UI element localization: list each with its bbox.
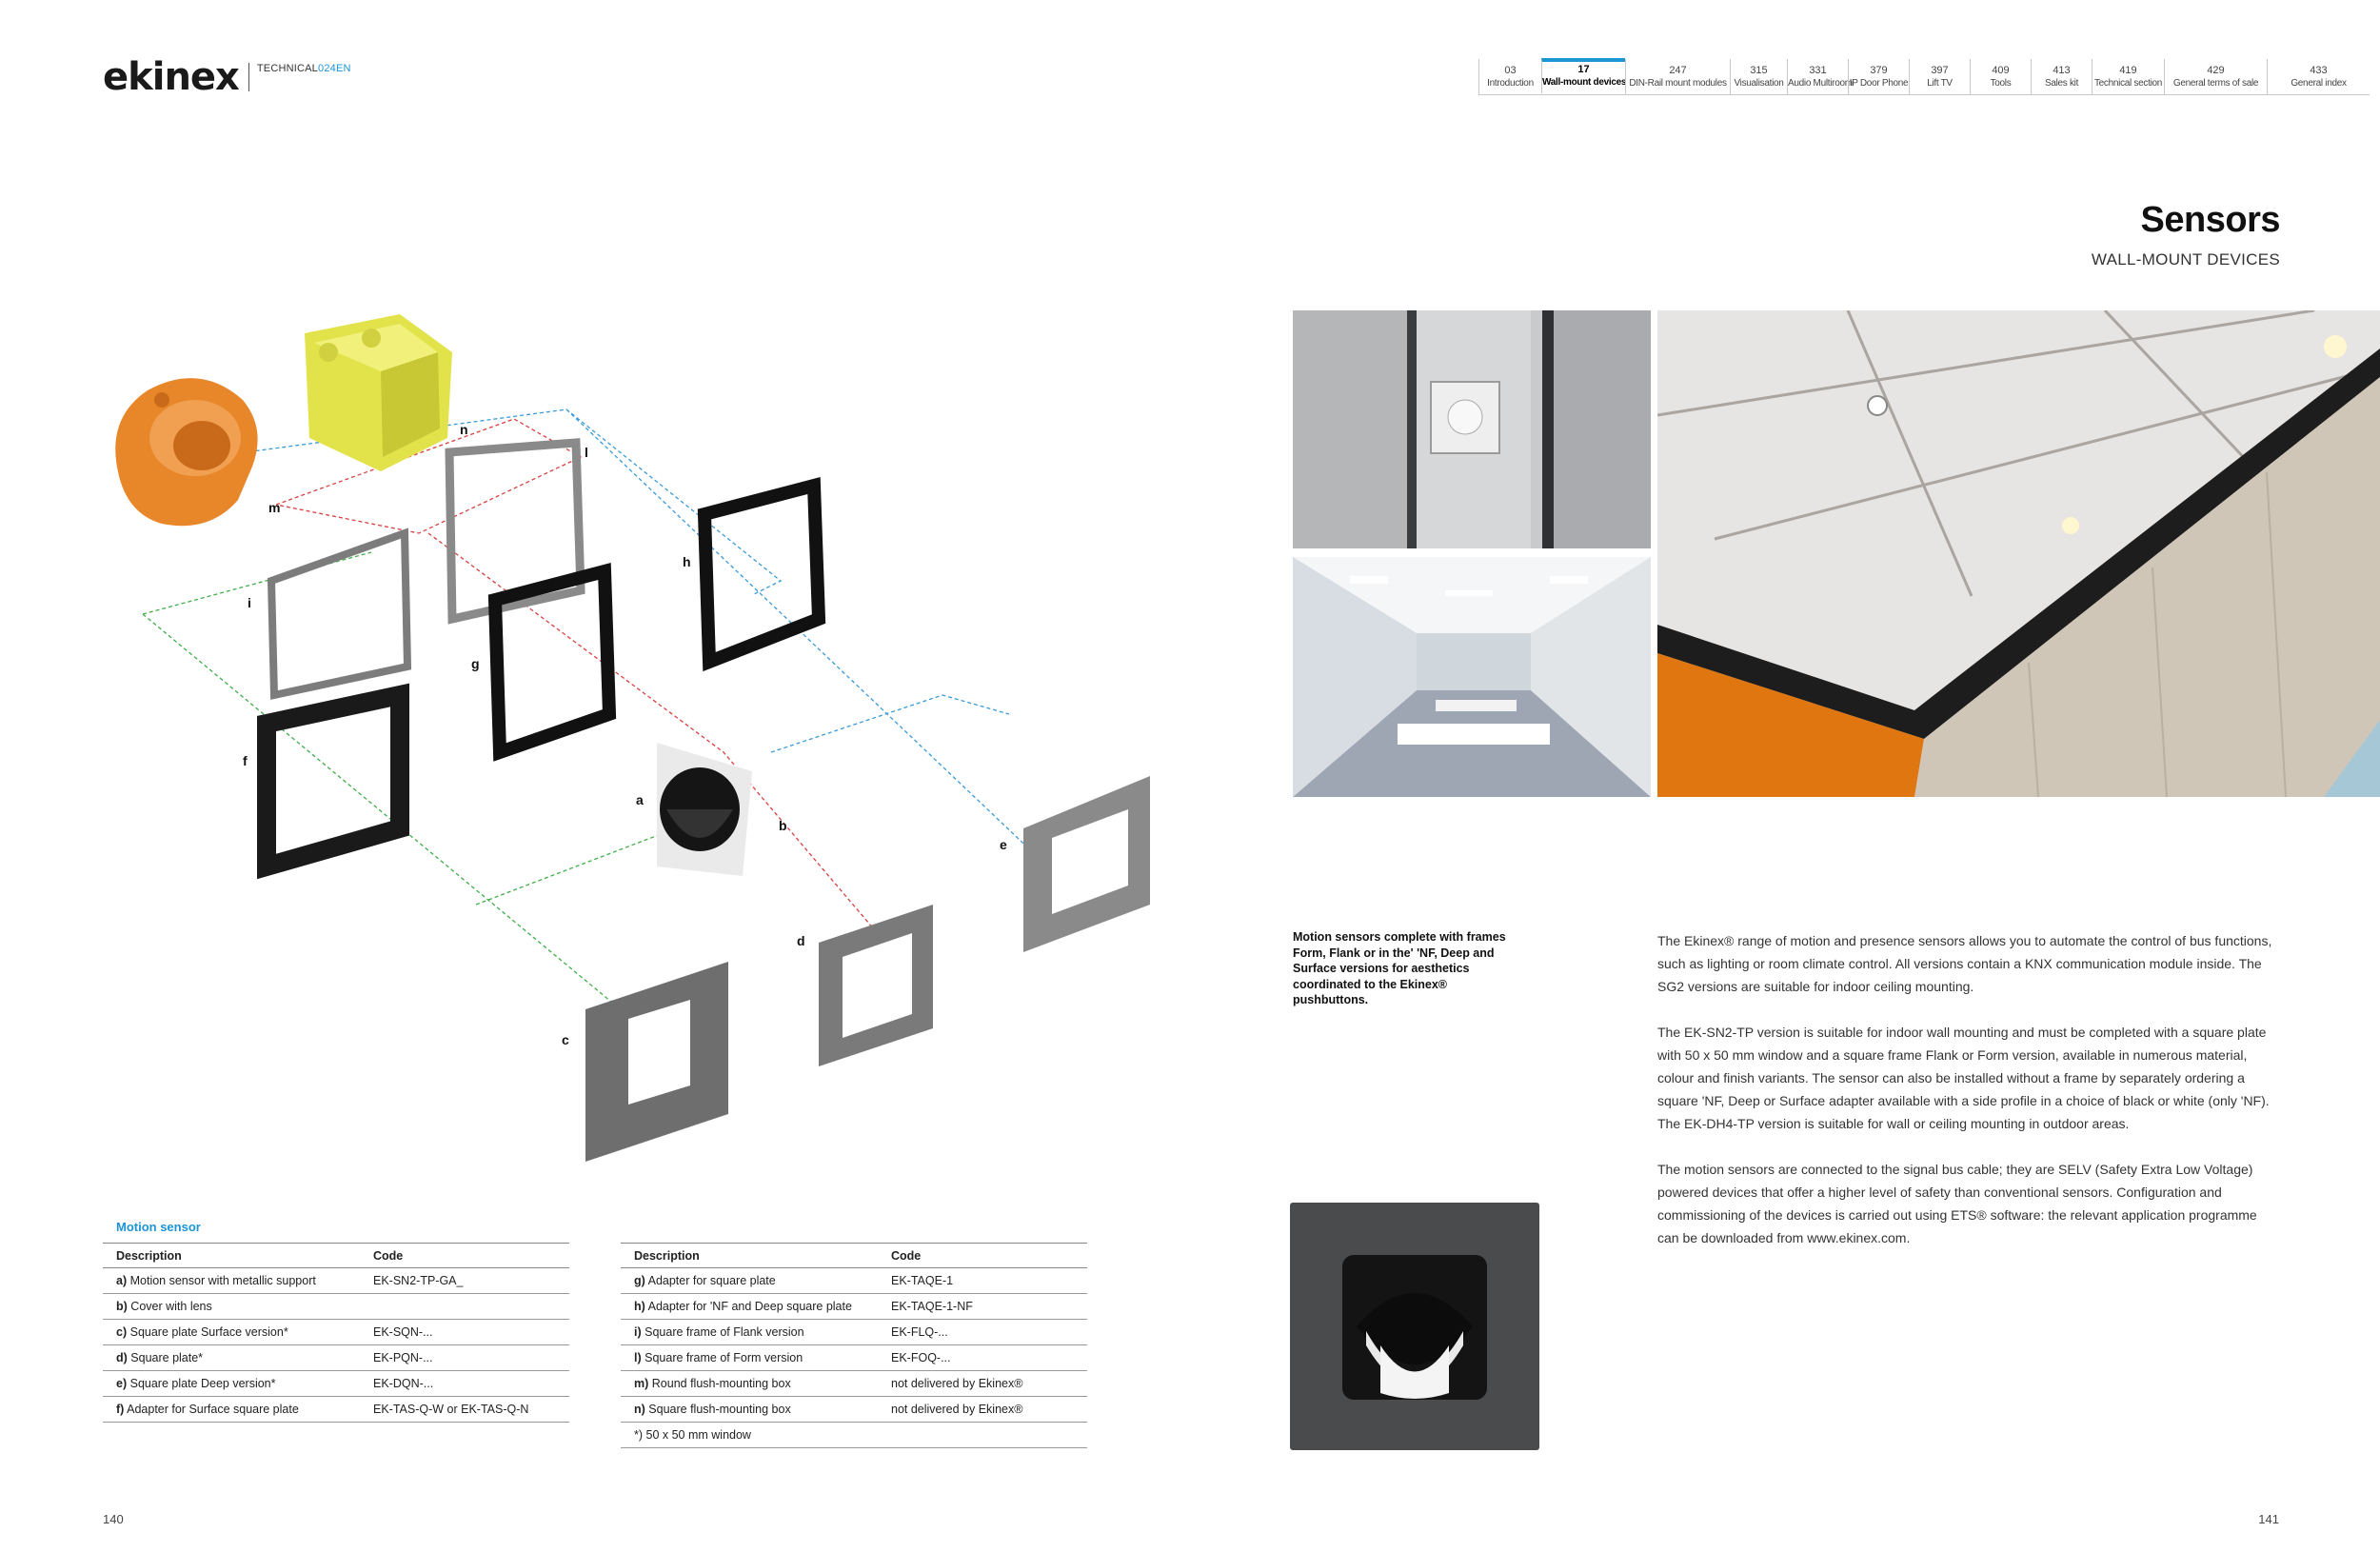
description-cell bbox=[621, 1294, 878, 1320]
description-cell bbox=[103, 1345, 360, 1371]
paragraph: The EK-SN2-TP version is suitable for indoor wall mounting and must be completed with a square plate with 50 x 50 mm window and a square frame Flank or Form version, available in numerous material, colour and finish variants. The sensor can also be installed without a frame by separately ordering a square 'NF, Deep or Surface adapter available with a side profile in a choice of black or white (only 'NF). The EK-DH4-TP version is suitable for wall or ceiling mounting in outdoor areas. bbox=[1657, 1025, 2270, 1131]
label-e: e bbox=[1000, 837, 1007, 852]
item-description: Square plate* bbox=[130, 1351, 204, 1364]
tagline-prefix: TECHNICAL bbox=[256, 63, 319, 74]
tab-page-number: 433 bbox=[2310, 65, 2328, 76]
brand-tagline bbox=[257, 63, 351, 74]
tab-audio-multiroom[interactable] bbox=[1787, 59, 1853, 94]
item-description: Adapter for square plate bbox=[647, 1274, 776, 1287]
tab-lift-tv[interactable] bbox=[1909, 59, 1970, 94]
deep-adapter-part bbox=[704, 486, 819, 662]
table-row bbox=[103, 1320, 569, 1345]
spec-table-right bbox=[621, 1243, 1087, 1448]
table-row bbox=[621, 1397, 1087, 1423]
table-row bbox=[621, 1371, 1087, 1397]
tab-tools[interactable] bbox=[1970, 59, 2031, 94]
label-i: i bbox=[248, 595, 251, 610]
footnote: *) 50 x 50 mm window bbox=[621, 1423, 1087, 1448]
code-cell: EK-SQN-... bbox=[360, 1320, 569, 1345]
code-cell: EK-SN2-TP-GA_ bbox=[360, 1268, 569, 1294]
table-row bbox=[621, 1268, 1087, 1294]
description-cell bbox=[103, 1371, 360, 1397]
label-h: h bbox=[683, 554, 691, 569]
section-tabs bbox=[1478, 59, 2370, 95]
deep-plate-part bbox=[1023, 776, 1150, 952]
tab-ip-door-phone[interactable] bbox=[1848, 59, 1909, 94]
code-cell: not delivered by Ekinex® bbox=[878, 1371, 1087, 1397]
item-description: Square plate Deep version* bbox=[129, 1377, 276, 1390]
item-key: n) bbox=[634, 1403, 645, 1416]
item-description: Adapter for 'NF and Deep square plate bbox=[647, 1300, 852, 1313]
paragraph: The Ekinex® range of motion and presence sensors allows you to automate the control of bus functions, such as lighting or room climate control. All versions contain a KNX communication module inside. The SG2 versions are suitable for indoor ceiling mounting. bbox=[1657, 933, 2272, 994]
label-m: m bbox=[268, 500, 281, 515]
tab-general-terms-of-sale[interactable] bbox=[2164, 59, 2267, 94]
table-row bbox=[103, 1371, 569, 1397]
column-header: Description bbox=[621, 1244, 878, 1268]
description-cell bbox=[103, 1397, 360, 1423]
description-cell bbox=[621, 1345, 878, 1371]
label-a: a bbox=[636, 792, 644, 807]
table-title: Motion sensor bbox=[116, 1220, 201, 1234]
tab-page-number: 247 bbox=[1669, 65, 1687, 76]
item-key: e) bbox=[116, 1377, 128, 1390]
description-text bbox=[1657, 929, 2281, 1272]
tab-label: Introduction bbox=[1487, 78, 1534, 89]
column-header: Code bbox=[360, 1244, 569, 1268]
label-g: g bbox=[471, 656, 480, 671]
tab-label: General index bbox=[2291, 78, 2347, 89]
column-header: Description bbox=[103, 1244, 360, 1268]
label-l: l bbox=[585, 445, 588, 460]
code-cell: EK-PQN-... bbox=[360, 1345, 569, 1371]
description-cell bbox=[621, 1268, 878, 1294]
tab-page-number: 419 bbox=[2119, 65, 2137, 76]
tab-page-number: 429 bbox=[2207, 65, 2225, 76]
table-header-row bbox=[621, 1244, 1087, 1268]
description-cell bbox=[621, 1320, 878, 1345]
brand bbox=[103, 55, 351, 99]
tab-label: IP Door Phone bbox=[1849, 78, 1909, 89]
tab-page-number: 409 bbox=[1992, 65, 2010, 76]
tab-sales-kit[interactable] bbox=[2031, 59, 2092, 94]
code-cell: EK-DQN-... bbox=[360, 1371, 569, 1397]
tab-label: Wall-mount devices bbox=[1542, 77, 1627, 88]
label-d: d bbox=[797, 933, 805, 948]
code-cell: EK-TAS-Q-W or EK-TAS-Q-N bbox=[360, 1397, 569, 1423]
page-number-left: 140 bbox=[103, 1512, 124, 1526]
item-description: Cover with lens bbox=[130, 1300, 212, 1313]
tab-page-number: 17 bbox=[1577, 64, 1590, 75]
tab-introduction[interactable] bbox=[1478, 59, 1541, 94]
description-cell bbox=[621, 1371, 878, 1397]
label-f: f bbox=[243, 753, 248, 768]
label-b: b bbox=[779, 818, 787, 833]
motion-sensor-part bbox=[657, 743, 752, 876]
code-cell: not delivered by Ekinex® bbox=[878, 1397, 1087, 1423]
brand-divider bbox=[248, 63, 249, 91]
item-key: d) bbox=[116, 1351, 128, 1364]
item-description: Motion sensor with metallic support bbox=[129, 1274, 316, 1287]
brand-logo: ekinex bbox=[103, 55, 239, 99]
tab-label: Audio Multiroom bbox=[1788, 78, 1853, 89]
item-description: Round flush-mounting box bbox=[651, 1377, 791, 1390]
page-title: Sensors bbox=[2140, 200, 2280, 240]
tab-page-number: 315 bbox=[1750, 65, 1768, 76]
tagline-edition: 024EN bbox=[318, 63, 351, 74]
description-cell bbox=[103, 1320, 360, 1345]
table-row bbox=[103, 1294, 569, 1320]
column-header: Code bbox=[878, 1244, 1087, 1268]
photo-office-meeting-room bbox=[1293, 557, 1651, 797]
description-cell bbox=[103, 1294, 360, 1320]
photo-sensor-product bbox=[1290, 1203, 1539, 1454]
tab-label: Technical section bbox=[2093, 78, 2163, 89]
page-subtitle: WALL-MOUNT DEVICES bbox=[2091, 250, 2280, 269]
label-c: c bbox=[562, 1032, 569, 1047]
tab-general-index[interactable] bbox=[2267, 59, 2370, 94]
flank-frame-part bbox=[271, 533, 407, 695]
surface-plate-part bbox=[585, 962, 728, 1162]
tab-page-number: 413 bbox=[2053, 65, 2071, 76]
item-key: h) bbox=[634, 1300, 645, 1313]
page-number-right: 141 bbox=[2258, 1512, 2279, 1526]
photo-ceiling-sensor bbox=[1657, 310, 2380, 797]
item-description: Square plate Surface version* bbox=[129, 1325, 288, 1339]
table-row bbox=[103, 1268, 569, 1294]
tab-label: DIN-Rail mount modules bbox=[1629, 78, 1727, 89]
item-key: b) bbox=[116, 1300, 128, 1313]
tab-din-rail-mount-modules[interactable] bbox=[1625, 59, 1730, 94]
item-key: i) bbox=[634, 1325, 642, 1339]
description-cell bbox=[103, 1268, 360, 1294]
paragraph: The motion sensors are connected to the signal bus cable; they are SELV (Safety Extra Low Voltage) powered devices that offer a higher level of safety than conventional sensors. Configuration and commissioning of the devices is carried out using ETS® software: the relevant application programme can be downloaded from www.ekinex.com. bbox=[1657, 1162, 2257, 1245]
table-row bbox=[621, 1345, 1087, 1371]
square-plate-part bbox=[819, 905, 933, 1066]
item-key: a) bbox=[116, 1274, 128, 1287]
photo-sensor-on-wall bbox=[1293, 310, 1651, 548]
item-key: m) bbox=[634, 1377, 649, 1390]
code-cell: EK-FLQ-... bbox=[878, 1320, 1087, 1345]
table-row bbox=[621, 1294, 1087, 1320]
item-description: Square flush-mounting box bbox=[648, 1403, 791, 1416]
item-key: g) bbox=[634, 1274, 645, 1287]
code-cell: EK-TAQE-1 bbox=[878, 1268, 1087, 1294]
code-cell: EK-FOQ-... bbox=[878, 1345, 1087, 1371]
tab-page-number: 379 bbox=[1870, 65, 1888, 76]
tab-page-number: 331 bbox=[1809, 65, 1827, 76]
tab-label: Sales kit bbox=[2044, 78, 2079, 89]
item-key: l) bbox=[634, 1351, 642, 1364]
code-cell bbox=[360, 1294, 569, 1320]
code-cell: EK-TAQE-1-NF bbox=[878, 1294, 1087, 1320]
tab-label: Lift TV bbox=[1927, 78, 1953, 89]
exploded-assembly-diagram bbox=[95, 295, 1171, 1171]
item-description: Square frame of Form version bbox=[645, 1351, 803, 1364]
description-cell bbox=[621, 1397, 878, 1423]
table-row bbox=[103, 1397, 569, 1423]
round-box-part bbox=[115, 378, 257, 526]
guide-line-blue bbox=[209, 409, 1038, 857]
table-row bbox=[103, 1345, 569, 1371]
tab-label: Visualisation bbox=[1734, 78, 1784, 89]
tab-technical-section[interactable] bbox=[2092, 59, 2164, 94]
footnote-row bbox=[621, 1423, 1087, 1448]
item-description: Adapter for Surface square plate bbox=[127, 1403, 299, 1416]
item-key: f) bbox=[116, 1403, 125, 1416]
table-row bbox=[621, 1320, 1087, 1345]
surface-adapter-part bbox=[267, 695, 400, 866]
tab-label: Tools bbox=[1990, 78, 2012, 89]
square-box-part bbox=[305, 314, 452, 471]
spec-table-left bbox=[103, 1243, 569, 1423]
tab-label: General terms of sale bbox=[2172, 78, 2259, 89]
photo-caption: Motion sensors complete with frames Form, Flank or in the' 'NF, Deep and Surface versions for aesthetics coordinated to the Ekinex® pushbuttons. bbox=[1293, 930, 1506, 1006]
tab-wall-mount-devices[interactable] bbox=[1541, 58, 1625, 93]
label-n: n bbox=[460, 422, 468, 437]
tab-page-number: 03 bbox=[1504, 65, 1517, 76]
item-key: c) bbox=[116, 1325, 128, 1339]
item-description: Square frame of Flank version bbox=[645, 1325, 804, 1339]
table-header-row bbox=[103, 1244, 569, 1268]
tab-page-number: 397 bbox=[1931, 65, 1949, 76]
tab-visualisation[interactable] bbox=[1730, 59, 1787, 94]
title-block bbox=[2092, 200, 2280, 269]
